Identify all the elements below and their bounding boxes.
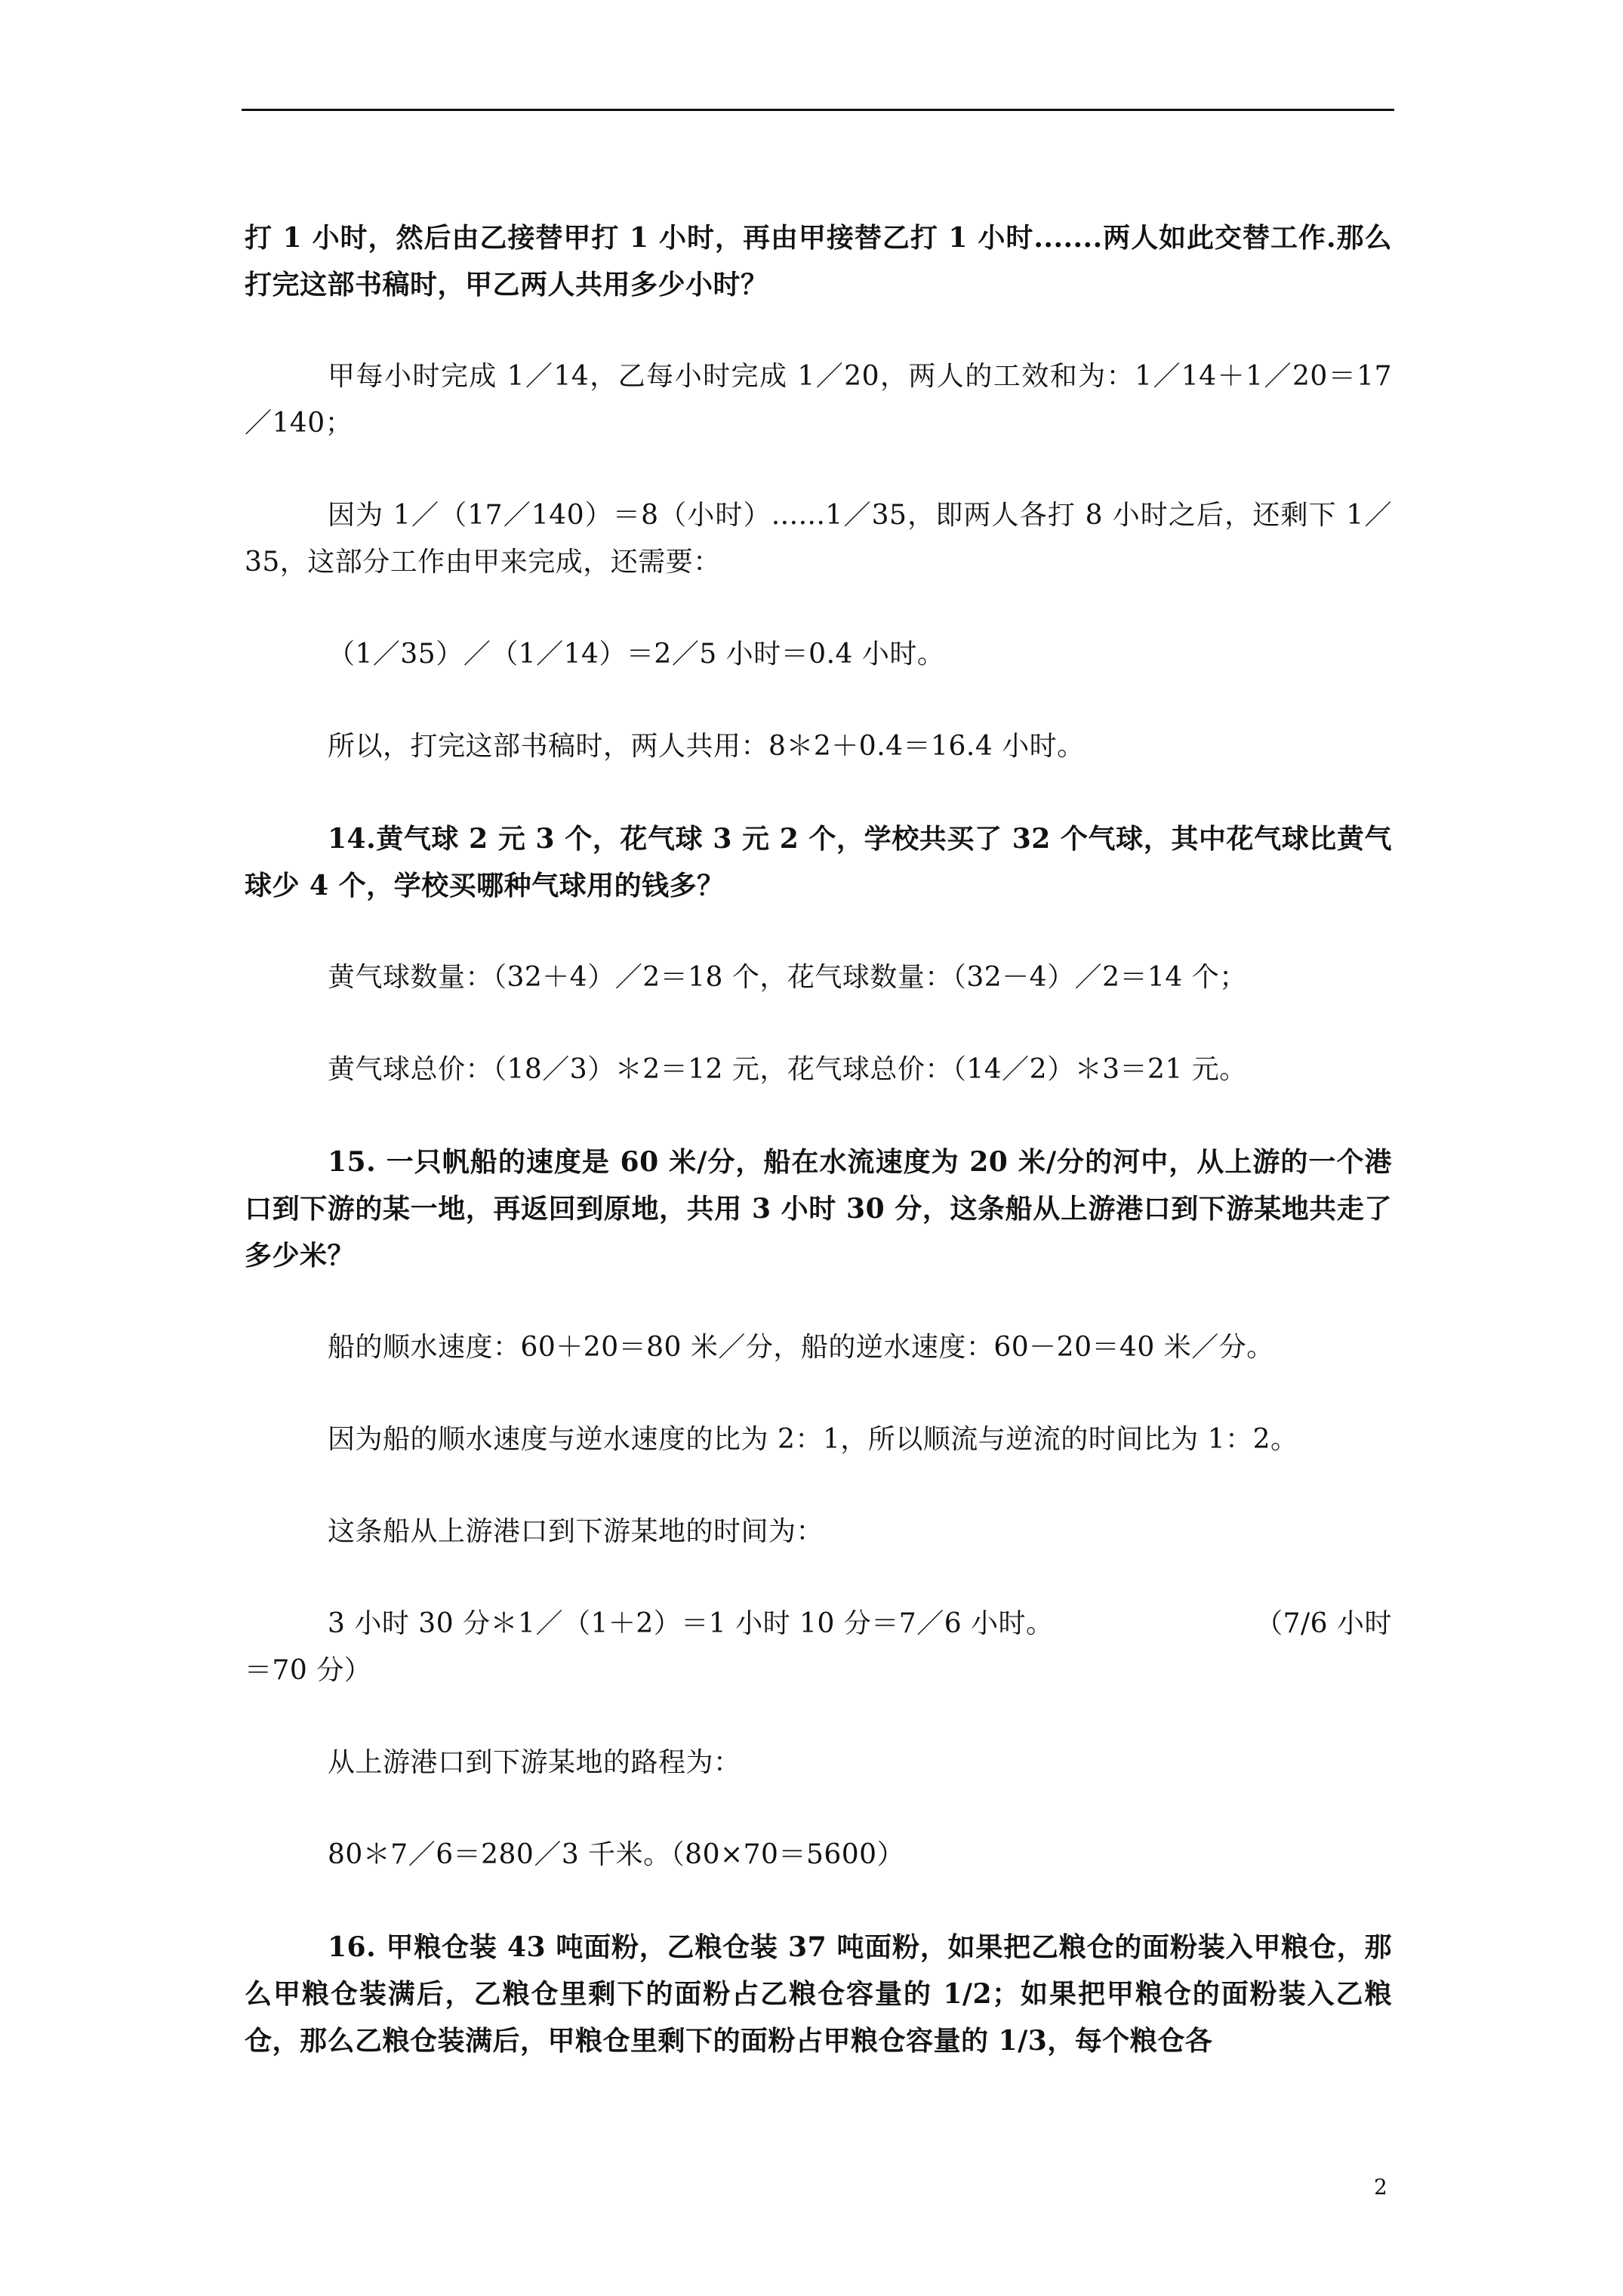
split-right-text: （7/6 小时 — [1255, 1608, 1392, 1639]
split-left-text: 3 小时 30 分＊1／（1＋2）＝1 小时 10 分＝7／6 小时。 — [328, 1608, 1054, 1639]
answer-paragraph: 所以，打完这部书稿时，两人共用：8＊2＋0.4＝16.4 小时。 — [328, 731, 1085, 762]
split-continuation: ＝70 分） — [245, 1655, 372, 1686]
answer-paragraph: 80＊7／6＝280／3 千米。（80×70＝5600） — [328, 1839, 905, 1870]
split-line — [245, 1601, 1392, 1647]
answer-paragraph: 因为 1／（17／140）＝8（小时）......1／35，即两人各打 8 小时之后，还剩下 1／35，这部分工作由甲来完成，还需要： — [245, 500, 1392, 578]
question-15: 15. 一只帆船的速度是 60 米/分，船在水流速度为 20 米/分的河中，从上游的一个港口到下游的某一地，再返回到原地，共用 3 小时 30 分，这条船从上游港口到下游某地共走了多少米？ — [245, 1146, 1392, 1271]
answer-paragraph: （1／35）／（1／14）＝2／5 小时＝0.4 小时。 — [328, 639, 945, 670]
answer-paragraph: 黄气球总价：（18／3）＊2＝12 元，花气球总价：（14／2）＊3＝21 元。 — [328, 1054, 1247, 1085]
answer-paragraph: 从上游港口到下游某地的路程为： — [328, 1747, 741, 1778]
question-16: 16. 甲粮仓装 43 吨面粉，乙粮仓装 37 吨面粉，如果把乙粮仓的面粉装入甲粮仓，那么甲粮仓装满后，乙粮仓里剩下的面粉占乙粮仓容量的 1/2；如果把甲粮仓的面粉装入乙粮仓，那么乙粮仓装满后，甲粮仓里剩下的面粉占甲粮仓容量的 1/3，每个粮仓各 — [245, 1931, 1392, 2057]
document-body — [245, 214, 1392, 2064]
answer-paragraph: 这条船从上游港口到下游某地的时间为： — [328, 1516, 824, 1547]
page-number: 2 — [1374, 2174, 1387, 2199]
answer-paragraph: 甲每小时完成 1／14，乙每小时完成 1／20，两人的工效和为：1／14＋1／20＝17／140； — [245, 361, 1392, 439]
answer-paragraph-split — [245, 1601, 1392, 1694]
header-rule — [242, 109, 1394, 111]
answer-paragraph: 因为船的顺水速度与逆水速度的比为 2：1，所以顺流与逆流的时间比为 1：2。 — [328, 1424, 1298, 1455]
answer-paragraph: 船的顺水速度：60＋20＝80 米／分，船的逆水速度：60－20＝40 米／分。 — [328, 1332, 1274, 1363]
question-continuation: 打 1 小时，然后由乙接替甲打 1 小时，再由甲接替乙打 1 小时.......两人如此交替工作.那么打完这部书稿时，甲乙两人共用多少小时？ — [245, 222, 1392, 300]
question-14: 14.黄气球 2 元 3 个，花气球 3 元 2 个，学校共买了 32 个气球，其中花气球比黄气球少 4 个，学校买哪种气球用的钱多？ — [245, 823, 1392, 901]
answer-paragraph: 黄气球数量：（32＋4）／2＝18 个，花气球数量：（32－4）／2＝14 个； — [328, 962, 1247, 993]
